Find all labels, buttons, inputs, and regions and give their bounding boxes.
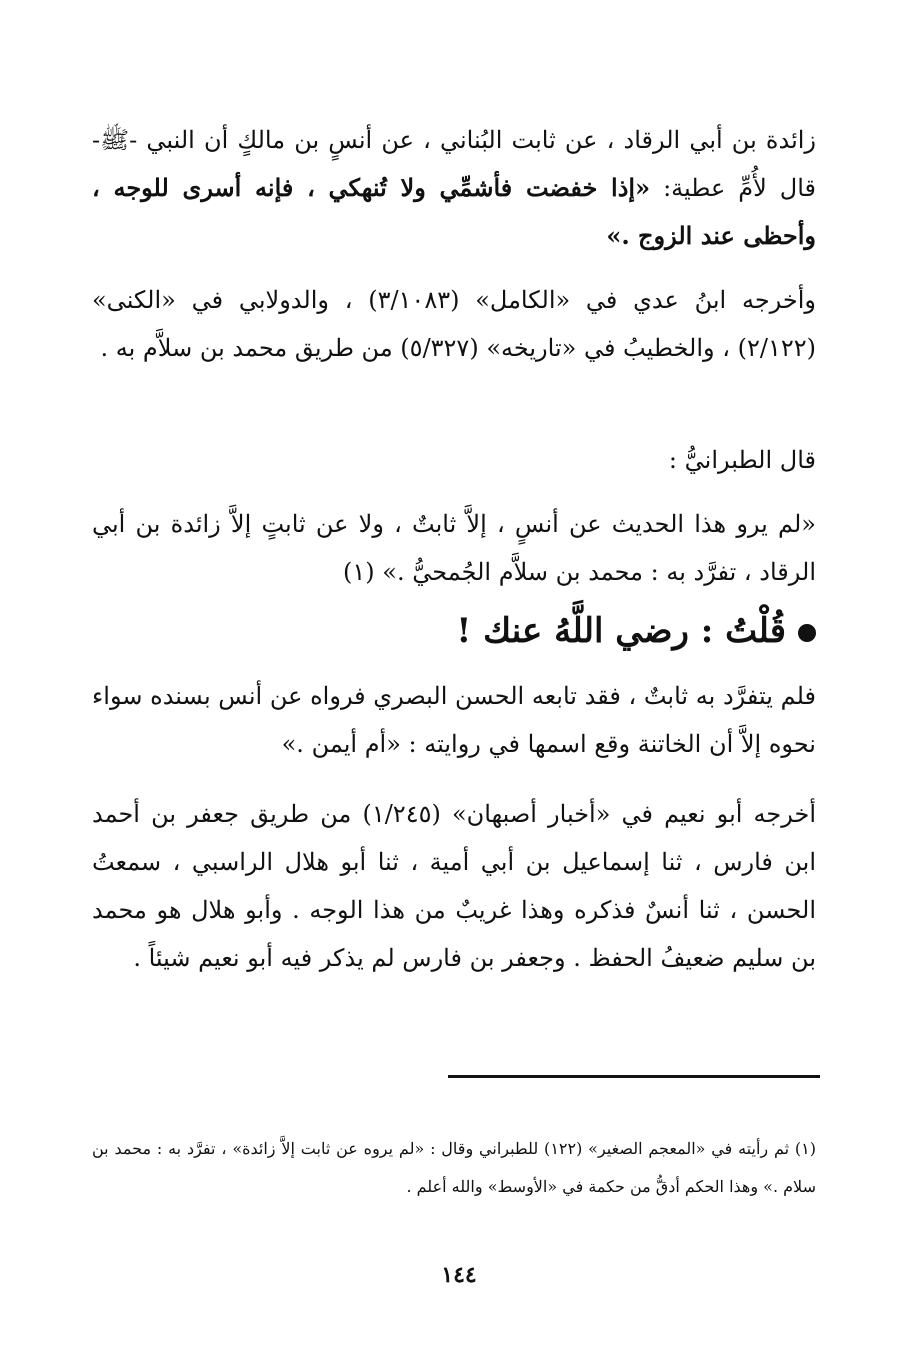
paragraph-takhrij-1: وأخرجه ابنُ عدي في «الكامل» (٣/١٠٨٣) ، والدولابي في «الكنى» (٢/١٢٢) ، والخطيبُ في «تاريخه» (٥/٣٢٧) من طريق محمد بن سلاَّم به . xyxy=(92,286,816,362)
paragraph-abu-nuaym: أخرجه أبو نعيم في «أخبار أصبهان» (١/٢٤٥) من طريق جعفر بن أحمد ابن فارس ، ثنا إسماعيل بن أبي أمية ، ثنا أبو هلال الراسبي ، سمعتُ الحسن ، ثنا أنسٌ فذكره وهذا غريبٌ من هذا الوجه . وأبو هلال هو محمد بن سليم ضعيفُ الحفظ . وجعفر بن فارس لم يذكر فيه أبو نعيم شيئاً . xyxy=(92,800,816,972)
page-number: ١٤٤ xyxy=(441,1262,477,1288)
footnote-divider xyxy=(448,1075,820,1078)
footnote: (١) ثم رأيته في «المعجم الصغير» (١٢٢) للطبراني وقال : «لم يروه عن ثابت إلاَّ زائدة» ، تفرَّد به : محمد بن سلام .» وهذا الحكم أدقُّ من حكمة في «الأوسط» والله أعلم . xyxy=(92,1139,817,1196)
paragraph-hadith-text xyxy=(92,116,816,260)
section-heading xyxy=(92,606,816,656)
hadith-chain: زائدة بن أبي الرقاد ، عن ثابت البُناني ، عن أنسٍ بن مالكٍ أن النبي -ﷺ- قال لأُمِّ عطية: xyxy=(92,126,817,202)
paragraph-tabarani-quote: «لم يرو هذا الحديث عن أنسٍ ، إلاَّ ثابتٌ ، ولا عن ثابتٍ إلاَّ زائدة بن أبي الرقاد ، تفرَّد به : محمد بن سلاَّم الجُمحيُّ .» (١) xyxy=(92,510,816,586)
section-heading-text: قُلْتُ : رضي اللَّهُ عنك ! xyxy=(456,611,786,651)
hadith-quote: «إذا خفضت فأشمِّي ولا تُنهكي ، فإنه أسرى للوجه ، وأحظى عند الزوج .» xyxy=(92,173,816,250)
bullet-icon xyxy=(798,624,816,642)
paragraph-tabarani-intro: قال الطبرانيُّ : xyxy=(668,446,816,474)
paragraph-hasan-follow: فلم يتفرَّد به ثابتٌ ، فقد تابعه الحسن البصري فرواه عن أنس بسنده سواء نحوه إلاَّ أن الخاتنة وقع اسمها في روايته : «أم أيمن .» xyxy=(92,682,816,758)
